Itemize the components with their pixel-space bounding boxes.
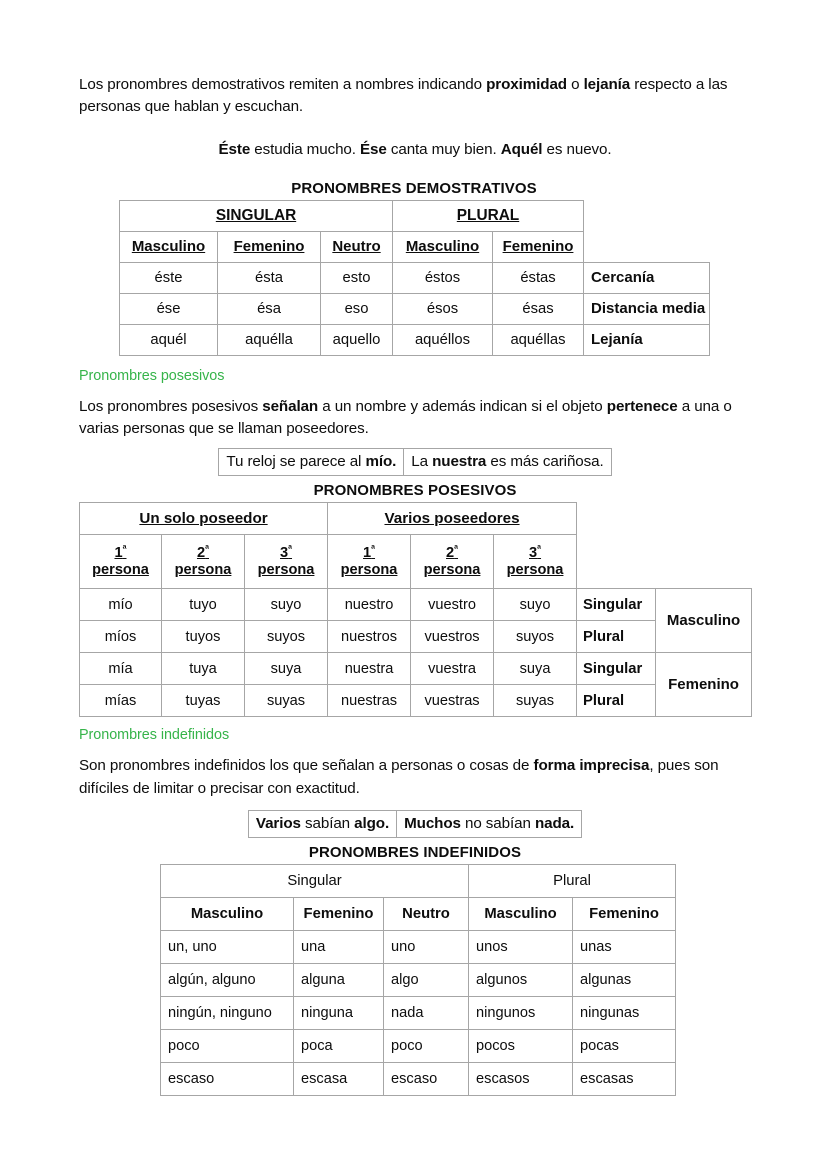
cell-value: escaso xyxy=(161,1063,294,1096)
cell-value: suyas xyxy=(245,685,328,717)
subheader-femenino-plural: Femenino xyxy=(493,231,584,262)
cell-value: aquél xyxy=(120,324,218,355)
header-plural: PLURAL xyxy=(393,200,584,231)
row-label-distancia-media: Distancia media xyxy=(584,293,710,324)
subheader-1a-persona-singular: $1^ª$ persona xyxy=(80,535,162,589)
example-bold-este: Éste xyxy=(218,140,251,158)
cell-value: escasa xyxy=(294,1063,384,1096)
header-spacer xyxy=(584,200,710,231)
table-header-row xyxy=(80,503,752,535)
indefinites-intro-paragraph xyxy=(79,755,751,800)
possessives-example-box xyxy=(218,448,611,476)
subheader-spacer-1 xyxy=(577,535,656,589)
subheader-neutro: Neutro xyxy=(321,231,393,262)
sentence-text: sabían xyxy=(300,815,355,833)
cell-value: aquéllas xyxy=(493,324,584,355)
row-label-cercania: Cercanía xyxy=(584,262,710,293)
cell-value: vuestras xyxy=(411,685,494,717)
row-label-number: Plural xyxy=(577,621,656,653)
cell-value: escasas xyxy=(573,1063,676,1096)
ind-bold-forma-imprecisa: forma imprecisa xyxy=(533,757,650,775)
example-bold-aquel: Aquél xyxy=(500,140,543,158)
sentence-bold: Varios xyxy=(255,815,301,833)
cell-value: unos xyxy=(469,931,573,964)
cell-value: suyo xyxy=(494,589,577,621)
cell-value: poca xyxy=(294,1030,384,1063)
example-text-3: es nuevo. xyxy=(542,140,612,158)
example-text-2: canta muy bien. xyxy=(386,140,501,158)
cell-value: tuyo xyxy=(162,589,245,621)
demonstratives-table-title: PRONOMBRES DEMOSTRATIVOS xyxy=(291,179,537,197)
cell-value: escaso xyxy=(384,1063,469,1096)
possessives-intro-paragraph xyxy=(79,396,751,441)
table-row xyxy=(161,1030,676,1063)
pos-text-2: a un nombre y además indican si el objeto xyxy=(318,397,607,415)
example-sentence-1 xyxy=(219,449,404,476)
subheader-3a-persona-singular: $3^ª$ persona xyxy=(245,535,328,589)
cell-value: aquélla xyxy=(218,324,321,355)
possessives-table xyxy=(79,502,752,717)
subheader-femenino-singular: Femenino xyxy=(218,231,321,262)
table-row xyxy=(120,293,710,324)
table-row xyxy=(80,589,752,621)
cell-value: ésos xyxy=(393,293,493,324)
subheader-neutro: Neutro xyxy=(384,898,469,931)
cell-value: escasos xyxy=(469,1063,573,1096)
cell-value: mío xyxy=(80,589,162,621)
sentence-text: no sabían xyxy=(460,815,535,833)
sentence-bold-2: algo. xyxy=(354,815,390,833)
cell-value: ésa xyxy=(218,293,321,324)
subheader-spacer xyxy=(584,231,710,262)
cell-value: aquéllos xyxy=(393,324,493,355)
pos-text-1: Los pronombres posesivos xyxy=(79,397,263,415)
cell-value: vuestra xyxy=(411,653,494,685)
intro-bold-proximidad: proximidad xyxy=(486,76,567,93)
ind-text-1: Son pronombres indefinidos los que señalan a personas o cosas de xyxy=(79,757,534,775)
row-label-number: Plural xyxy=(577,685,656,717)
cell-value: suyos xyxy=(494,621,577,653)
subheader-masculino-singular: Masculino xyxy=(120,231,218,262)
cell-value: uno xyxy=(384,931,469,964)
header-singular: SINGULAR xyxy=(120,200,393,231)
cell-value: un, uno xyxy=(161,931,294,964)
cell-value: pocas xyxy=(573,1030,676,1063)
pos-bold-pertenece: pertenece xyxy=(606,397,678,415)
indefinites-table-title: PRONOMBRES INDEFINIDOS xyxy=(308,844,522,862)
table-header-row xyxy=(120,200,710,231)
subheader-femenino-singular: Femenino xyxy=(294,898,384,931)
subheader-masculino-singular: Masculino xyxy=(161,898,294,931)
cell-value: mías xyxy=(80,685,162,717)
section-heading-pronombres-posesivos: Pronombres posesivos xyxy=(79,367,225,384)
cell-value: tuyos xyxy=(162,621,245,653)
cell-value: algún, alguno xyxy=(161,964,294,997)
subheader-spacer-2 xyxy=(656,535,752,589)
subheader-masculino-plural: Masculino xyxy=(469,898,573,931)
subheader-1a-persona-plural: $1^ª$ persona xyxy=(328,535,411,589)
cell-value: tuya xyxy=(162,653,245,685)
cell-value: vuestros xyxy=(411,621,494,653)
table-row xyxy=(161,1063,676,1096)
cell-value: éstas xyxy=(493,262,584,293)
row-label-gender-masculino: Masculino xyxy=(656,589,752,653)
possessives-example-box-wrap xyxy=(79,448,751,476)
header-varios-poseedores: Varios poseedores xyxy=(328,503,577,535)
cell-value: éstos xyxy=(393,262,493,293)
cell-value: vuestro xyxy=(411,589,494,621)
sentence-bold-2: nada. xyxy=(534,815,575,833)
row-label-gender-femenino: Femenino xyxy=(656,653,752,717)
table-subheader-row xyxy=(120,231,710,262)
header-plural: Plural xyxy=(469,865,676,898)
table-row xyxy=(80,653,752,685)
demonstratives-table xyxy=(119,200,710,356)
sentence-text: La xyxy=(411,453,433,471)
cell-value: suya xyxy=(494,653,577,685)
indefinites-table xyxy=(160,864,676,1096)
cell-value: éste xyxy=(120,262,218,293)
possessives-table-title: PRONOMBRES POSESIVOS xyxy=(313,482,517,500)
cell-value: ninguna xyxy=(294,997,384,1030)
pos-bold-senalan: señalan xyxy=(262,397,319,415)
cell-value: esto xyxy=(321,262,393,293)
cell-value: míos xyxy=(80,621,162,653)
section-heading-pronombres-indefinidos: Pronombres indefinidos xyxy=(79,727,230,744)
intro-text-3: respecto a las personas que hablan y escuchan. xyxy=(79,76,728,116)
sentence-bold: nuestra xyxy=(432,453,487,471)
header-spacer-1 xyxy=(577,503,656,535)
cell-value: suyo xyxy=(245,589,328,621)
cell-value: nuestro xyxy=(328,589,411,621)
cell-value: nuestros xyxy=(328,621,411,653)
sentence-text: Tu reloj se parece al xyxy=(226,453,366,471)
table-row xyxy=(120,262,710,293)
cell-value: ningunos xyxy=(469,997,573,1030)
cell-value: pocos xyxy=(469,1030,573,1063)
demonstratives-intro-paragraph xyxy=(79,74,751,119)
cell-value: eso xyxy=(321,293,393,324)
table-row xyxy=(161,931,676,964)
example-sentence-1 xyxy=(248,811,396,838)
table-row xyxy=(80,621,752,653)
cell-value: nuestra xyxy=(328,653,411,685)
cell-value: algunas xyxy=(573,964,676,997)
table-subheader-row xyxy=(80,535,752,589)
subheader-3a-persona-plural: $3^ª$ persona xyxy=(494,535,577,589)
sentence-text-tail: es más cariñosa. xyxy=(486,453,604,471)
subheader-masculino-plural: Masculino xyxy=(393,231,493,262)
table-row xyxy=(161,997,676,1030)
cell-value: una xyxy=(294,931,384,964)
cell-value: ningunas xyxy=(573,997,676,1030)
pos-text-3: a una o varias personas que se llaman poseedores. xyxy=(79,397,732,438)
cell-value: algo xyxy=(384,964,469,997)
subheader-femenino-plural: Femenino xyxy=(573,898,676,931)
cell-value: unas xyxy=(573,931,676,964)
row-label-lejania: Lejanía xyxy=(584,324,710,355)
document-content xyxy=(79,74,751,1096)
header-singular: Singular xyxy=(161,865,469,898)
cell-value: nuestras xyxy=(328,685,411,717)
cell-value: suya xyxy=(245,653,328,685)
table-row xyxy=(80,685,752,717)
header-spacer-2 xyxy=(656,503,752,535)
cell-value: aquello xyxy=(321,324,393,355)
indefinites-example-box xyxy=(248,810,582,838)
cell-value: ése xyxy=(120,293,218,324)
table-subheader-row xyxy=(161,898,676,931)
subheader-2a-persona-singular: $2^ª$ persona xyxy=(162,535,245,589)
cell-value: alguna xyxy=(294,964,384,997)
example-sentence-2 xyxy=(397,811,582,838)
sentence-bold: Muchos xyxy=(404,815,461,833)
cell-value: poco xyxy=(161,1030,294,1063)
cell-value: poco xyxy=(384,1030,469,1063)
indefinites-example-box-wrap xyxy=(79,810,751,838)
cell-value: algunos xyxy=(469,964,573,997)
row-label-number: Singular xyxy=(577,589,656,621)
example-bold-ese: Ése xyxy=(360,140,387,158)
cell-value: ningún, ninguno xyxy=(161,997,294,1030)
cell-value: suyos xyxy=(245,621,328,653)
cell-value: ésta xyxy=(218,262,321,293)
table-row xyxy=(161,964,676,997)
header-un-solo-poseedor: Un solo poseedor xyxy=(80,503,328,535)
row-label-number: Singular xyxy=(577,653,656,685)
cell-value: ésas xyxy=(493,293,584,324)
cell-value: tuyas xyxy=(162,685,245,717)
sentence-bold: mío. xyxy=(365,453,397,471)
cell-value: suyas xyxy=(494,685,577,717)
intro-bold-lejania: lejanía xyxy=(583,76,631,93)
subheader-2a-persona-plural: $2^ª$ persona xyxy=(411,535,494,589)
example-text-1: estudia mucho. xyxy=(250,140,361,158)
demonstratives-example-line xyxy=(79,141,751,158)
intro-text-2: o xyxy=(566,76,584,93)
cell-value: mía xyxy=(80,653,162,685)
example-sentence-2 xyxy=(404,449,611,476)
ind-text-2: , pues son difíciles de limitar o precisar con exactitud. xyxy=(79,757,719,797)
table-header-row xyxy=(161,865,676,898)
cell-value: nada xyxy=(384,997,469,1030)
table-row xyxy=(120,324,710,355)
intro-text-1: Los pronombres demostrativos remiten a nombres indicando xyxy=(79,76,487,93)
